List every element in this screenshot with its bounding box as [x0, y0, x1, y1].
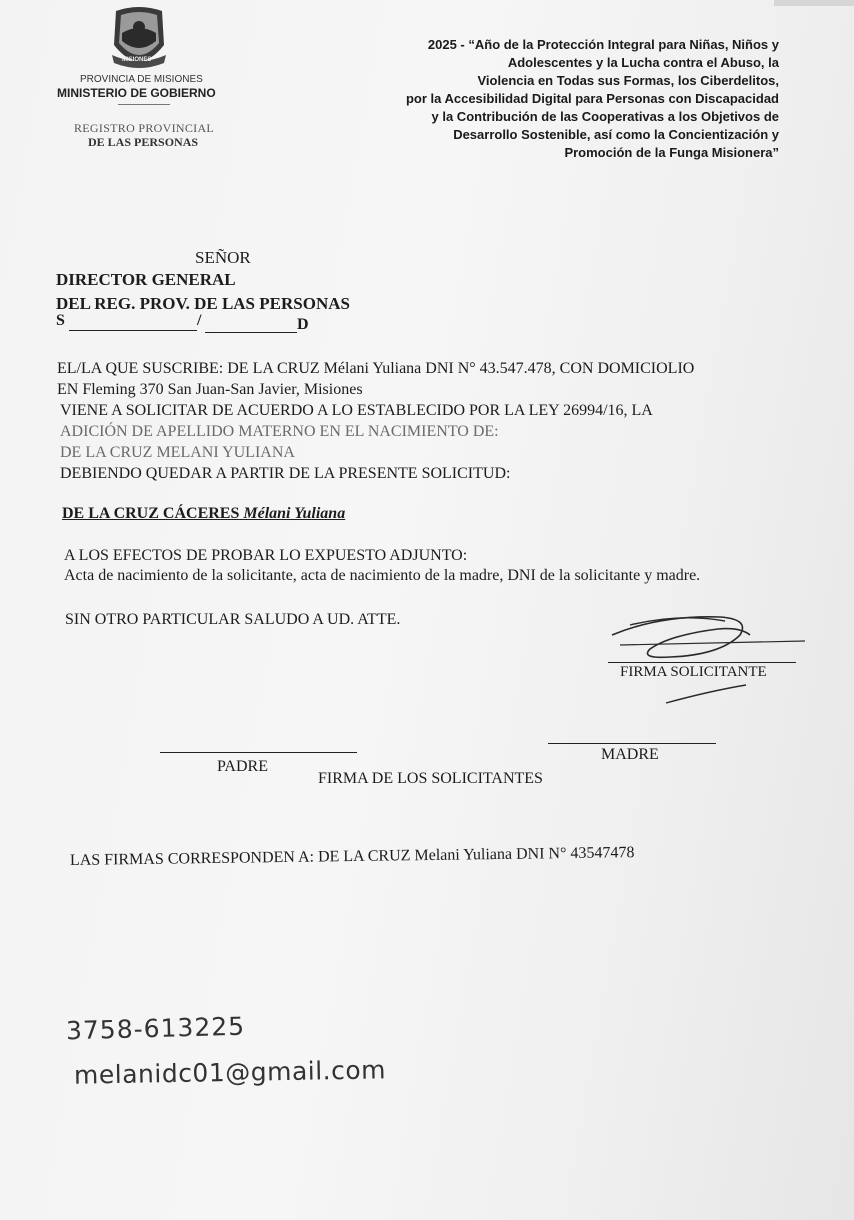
addressee-s: S	[56, 312, 65, 329]
madre-label: MADRE	[601, 746, 659, 763]
motto-line: 2025 - “Año de la Protección Integral para Niñas, Niños y	[427, 37, 779, 52]
motto-line: Violencia en Todas sus Formas, los Ciberdelitos,	[477, 73, 779, 88]
new-name-given: Mélani Yuliana	[243, 505, 346, 522]
addressee-senor: SEÑOR	[195, 248, 251, 267]
addressee-line-a	[69, 330, 197, 331]
handwritten-phone: 3758-613225	[65, 1011, 246, 1046]
handwritten-email: melanidc01@gmail.com	[73, 1055, 387, 1090]
padre-signature-line	[160, 752, 357, 753]
firma-solicitantes-label: FIRMA DE LOS SOLICITANTES	[318, 770, 543, 787]
ministerio-label: MINISTERIO DE GOBIERNO	[57, 86, 216, 100]
efectos-line: A LOS EFECTOS DE PROBAR LO EXPUESTO ADJUNTO:	[64, 547, 468, 564]
motto-line: por la Accesibilidad Digital para Personas con Discapacidad	[405, 91, 779, 106]
body-line3: VIENE A SOLICITAR DE ACUERDO A LO ESTABLECIDO POR LA LEY 26994/16, LA	[60, 402, 653, 419]
province-seal	[108, 5, 170, 71]
motto-line: Promoción de la Funga Misionera”	[564, 145, 779, 160]
addressee-slash: /	[197, 312, 202, 329]
addressee-d: D	[297, 316, 309, 333]
body-line4: ADICIÓN DE APELLIDO MATERNO EN EL NACIMIENTO DE:	[60, 423, 499, 440]
motto-line: Adolescentes y la Lucha contra el Abuso, la	[507, 55, 779, 70]
body-line1: EL/LA QUE SUSCRIBE: DE LA CRUZ Mélani Yuliana DNI N° 43.547.478, CON DOMICIOLIO	[57, 360, 695, 377]
firmas-corresponden: LAS FIRMAS CORRESPONDEN A: DE LA CRUZ Melani Yuliana DNI N° 43547478	[69, 844, 635, 869]
header-divider	[118, 104, 170, 105]
provincia-label: PROVINCIA DE MISIONES	[80, 74, 203, 85]
addressee-line-b	[205, 332, 297, 333]
new-name-surname: DE LA CRUZ CÁCERES	[62, 505, 240, 522]
new-name	[62, 505, 345, 523]
handwritten-signature	[600, 605, 820, 710]
registro-line1: REGISTRO PROVINCIAL	[74, 121, 215, 135]
acta-line: Acta de nacimiento de la solicitante, acta de nacimiento de la madre, DNI de la solicitante y madre.	[64, 567, 701, 584]
registro-line2: DE LAS PERSONAS	[88, 135, 199, 149]
motto-line: Desarrollo Sostenible, así como la Concientización y	[453, 127, 779, 142]
year-motto	[299, 36, 779, 162]
body-line2: EN Fleming 370 San Juan-San Javier, Misiones	[57, 381, 363, 398]
solicitante-signature-line	[608, 662, 796, 663]
motto-line: y la Contribución de las Cooperativas a los Objetivos de	[431, 109, 779, 124]
padre-label: PADRE	[217, 758, 268, 775]
addressee-line1: DIRECTOR GENERAL	[56, 270, 236, 289]
seal-text: MISIONES	[122, 57, 152, 63]
body-line6: DEBIENDO QUEDAR A PARTIR DE LA PRESENTE SOLICITUD:	[60, 465, 511, 482]
body-line5: DE LA CRUZ MELANI YULIANA	[60, 444, 295, 461]
firma-solicitante-label: FIRMA SOLICITANTE	[620, 664, 767, 680]
closing-line: SIN OTRO PARTICULAR SALUDO A UD. ATTE.	[65, 611, 401, 628]
addressee-line2: DEL REG. PROV. DE LAS PERSONAS	[56, 294, 350, 313]
paper-edge	[774, 0, 854, 6]
madre-signature-line	[548, 743, 716, 744]
